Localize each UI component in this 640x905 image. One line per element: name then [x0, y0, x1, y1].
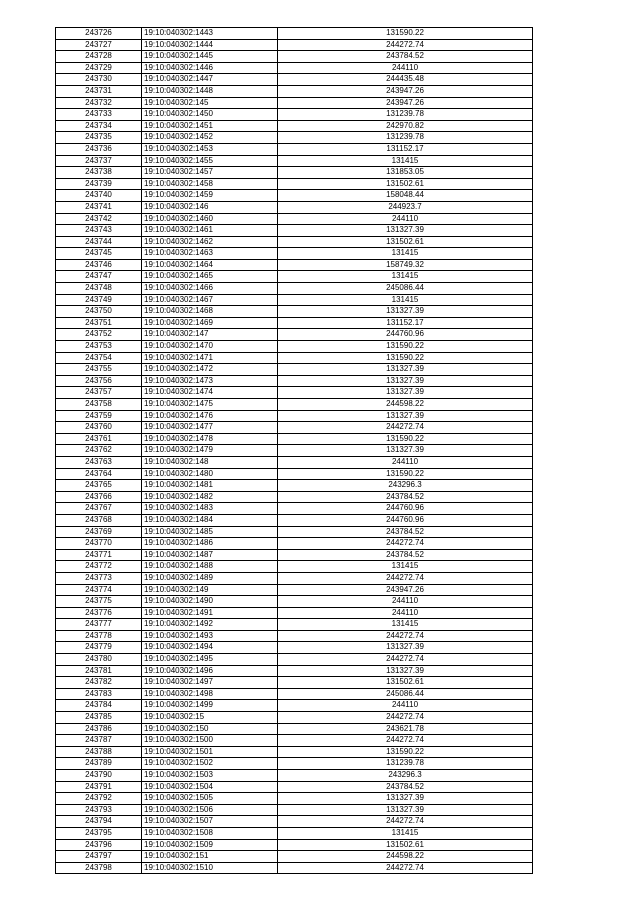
- table-row: [56, 155, 533, 167]
- table-row: [56, 109, 533, 121]
- cadastral-number-cell: 19:10:040302:1493: [142, 630, 278, 642]
- row-id-cell: 243765: [56, 480, 142, 492]
- value-cell: 131853.05: [278, 167, 533, 179]
- row-id-cell: 243757: [56, 387, 142, 399]
- table-row: [56, 851, 533, 863]
- table-row: [56, 630, 533, 642]
- cadastral-number-cell: 19:10:040302:1470: [142, 341, 278, 353]
- value-cell: 244110: [278, 596, 533, 608]
- value-cell: 131590.22: [278, 746, 533, 758]
- cadastral-number-cell: 19:10:040302:1455: [142, 155, 278, 167]
- table-row: [56, 317, 533, 329]
- value-cell: 244272.74: [278, 538, 533, 550]
- table-row: [56, 816, 533, 828]
- value-cell: 244272.74: [278, 654, 533, 666]
- row-id-cell: 243753: [56, 341, 142, 353]
- row-id-cell: 243735: [56, 132, 142, 144]
- table-row: [56, 364, 533, 376]
- value-cell: 131327.39: [278, 665, 533, 677]
- value-cell: 131327.39: [278, 306, 533, 318]
- row-id-cell: 243763: [56, 456, 142, 468]
- cadastral-number-cell: 19:10:040302:1485: [142, 526, 278, 538]
- cadastral-number-cell: 19:10:040302:1508: [142, 827, 278, 839]
- table-row: [56, 132, 533, 144]
- cadastral-number-cell: 19:10:040302:1496: [142, 665, 278, 677]
- value-cell: 243784.52: [278, 491, 533, 503]
- cadastral-number-cell: 19:10:040302:1483: [142, 503, 278, 515]
- table-row: [56, 827, 533, 839]
- table-row: [56, 781, 533, 793]
- value-cell: 131415: [278, 827, 533, 839]
- value-cell: 131239.78: [278, 109, 533, 121]
- table-row: [56, 712, 533, 724]
- table-row: [56, 97, 533, 109]
- row-id-cell: 243794: [56, 816, 142, 828]
- cadastral-number-cell: 19:10:040302:1486: [142, 538, 278, 550]
- table-row: [56, 213, 533, 225]
- value-cell: 245086.44: [278, 688, 533, 700]
- row-id-cell: 243769: [56, 526, 142, 538]
- value-cell: 131590.22: [278, 433, 533, 445]
- row-id-cell: 243740: [56, 190, 142, 202]
- value-cell: 131415: [278, 619, 533, 631]
- table-row: [56, 28, 533, 40]
- value-cell: 245086.44: [278, 283, 533, 295]
- cadastral-number-cell: 19:10:040302:1450: [142, 109, 278, 121]
- value-cell: 131502.61: [278, 677, 533, 689]
- table-row: [56, 283, 533, 295]
- cadastral-number-cell: 19:10:040302:147: [142, 329, 278, 341]
- row-id-cell: 243785: [56, 712, 142, 724]
- cadastral-number-cell: 19:10:040302:149: [142, 584, 278, 596]
- cadastral-number-cell: 19:10:040302:1457: [142, 167, 278, 179]
- table-row: [56, 190, 533, 202]
- cadastral-number-cell: 19:10:040302:1495: [142, 654, 278, 666]
- row-id-cell: 243766: [56, 491, 142, 503]
- value-cell: 131327.39: [278, 225, 533, 237]
- value-cell: 131415: [278, 294, 533, 306]
- table-row: [56, 74, 533, 86]
- row-id-cell: 243750: [56, 306, 142, 318]
- cadastral-number-cell: 19:10:040302:1497: [142, 677, 278, 689]
- cadastral-number-cell: 19:10:040302:1482: [142, 491, 278, 503]
- cadastral-number-cell: 19:10:040302:150: [142, 723, 278, 735]
- cadastral-number-cell: 19:10:040302:1509: [142, 839, 278, 851]
- table-row: [56, 793, 533, 805]
- table-row: [56, 236, 533, 248]
- row-id-cell: 243748: [56, 283, 142, 295]
- cadastral-number-cell: 19:10:040302:1466: [142, 283, 278, 295]
- row-id-cell: 243792: [56, 793, 142, 805]
- cadastral-number-cell: 19:10:040302:151: [142, 851, 278, 863]
- table-row: [56, 62, 533, 74]
- table-row: [56, 387, 533, 399]
- row-id-cell: 243726: [56, 28, 142, 40]
- cadastral-number-cell: 19:10:040302:1501: [142, 746, 278, 758]
- table-row: [56, 271, 533, 283]
- cadastral-number-cell: 19:10:040302:1453: [142, 143, 278, 155]
- cadastral-number-cell: 19:10:040302:1484: [142, 514, 278, 526]
- value-cell: 243784.52: [278, 781, 533, 793]
- value-cell: 131590.22: [278, 341, 533, 353]
- row-id-cell: 243736: [56, 143, 142, 155]
- table-row: [56, 433, 533, 445]
- value-cell: 243784.52: [278, 526, 533, 538]
- value-cell: 131327.39: [278, 387, 533, 399]
- value-cell: 158048.44: [278, 190, 533, 202]
- cadastral-number-cell: 19:10:040302:1477: [142, 422, 278, 434]
- cadastral-number-cell: 19:10:040302:1458: [142, 178, 278, 190]
- cadastral-number-cell: 19:10:040302:1472: [142, 364, 278, 376]
- table-row: [56, 596, 533, 608]
- row-id-cell: 243791: [56, 781, 142, 793]
- cadastral-number-cell: 19:10:040302:1503: [142, 770, 278, 782]
- table-row: [56, 85, 533, 97]
- cadastral-number-cell: 19:10:040302:1505: [142, 793, 278, 805]
- table-row: [56, 758, 533, 770]
- cadastral-number-cell: 19:10:040302:1478: [142, 433, 278, 445]
- row-id-cell: 243795: [56, 827, 142, 839]
- table-row: [56, 688, 533, 700]
- value-cell: 244272.74: [278, 422, 533, 434]
- row-id-cell: 243762: [56, 445, 142, 457]
- value-cell: 131327.39: [278, 642, 533, 654]
- value-cell: 243296.3: [278, 480, 533, 492]
- row-id-cell: 243783: [56, 688, 142, 700]
- row-id-cell: 243776: [56, 607, 142, 619]
- row-id-cell: 243771: [56, 549, 142, 561]
- value-cell: 244435.48: [278, 74, 533, 86]
- row-id-cell: 243738: [56, 167, 142, 179]
- row-id-cell: 243782: [56, 677, 142, 689]
- cadastral-number-cell: 19:10:040302:1465: [142, 271, 278, 283]
- table-row: [56, 538, 533, 550]
- table-row: [56, 607, 533, 619]
- value-cell: 242970.82: [278, 120, 533, 132]
- cadastral-number-cell: 19:10:040302:1460: [142, 213, 278, 225]
- cadastral-number-cell: 19:10:040302:15: [142, 712, 278, 724]
- cadastral-number-cell: 19:10:040302:1445: [142, 51, 278, 63]
- value-cell: 244272.74: [278, 735, 533, 747]
- table-row: [56, 167, 533, 179]
- value-cell: 244760.96: [278, 329, 533, 341]
- table-row: [56, 248, 533, 260]
- cadastral-number-cell: 19:10:040302:1499: [142, 700, 278, 712]
- cadastral-number-cell: 19:10:040302:1480: [142, 468, 278, 480]
- value-cell: 244272.74: [278, 862, 533, 874]
- table-row: [56, 839, 533, 851]
- row-id-cell: 243731: [56, 85, 142, 97]
- row-id-cell: 243786: [56, 723, 142, 735]
- data-table-body: [56, 28, 533, 874]
- row-id-cell: 243741: [56, 201, 142, 213]
- cadastral-number-cell: 19:10:040302:1475: [142, 399, 278, 411]
- value-cell: 243296.3: [278, 770, 533, 782]
- table-row: [56, 143, 533, 155]
- value-cell: 131327.39: [278, 804, 533, 816]
- table-row: [56, 746, 533, 758]
- row-id-cell: 243751: [56, 317, 142, 329]
- table-row: [56, 410, 533, 422]
- row-id-cell: 243770: [56, 538, 142, 550]
- cadastral-number-cell: 19:10:040302:1489: [142, 572, 278, 584]
- row-id-cell: 243773: [56, 572, 142, 584]
- row-id-cell: 243742: [56, 213, 142, 225]
- row-id-cell: 243758: [56, 399, 142, 411]
- cadastral-number-cell: 19:10:040302:1506: [142, 804, 278, 816]
- table-row: [56, 804, 533, 816]
- row-id-cell: 243733: [56, 109, 142, 121]
- value-cell: 131502.61: [278, 236, 533, 248]
- table-row: [56, 445, 533, 457]
- value-cell: 131590.22: [278, 468, 533, 480]
- table-row: [56, 584, 533, 596]
- row-id-cell: 243779: [56, 642, 142, 654]
- value-cell: 131590.22: [278, 28, 533, 40]
- row-id-cell: 243780: [56, 654, 142, 666]
- table-row: [56, 375, 533, 387]
- value-cell: 131327.39: [278, 375, 533, 387]
- row-id-cell: 243728: [56, 51, 142, 63]
- value-cell: 131415: [278, 248, 533, 260]
- cadastral-number-cell: 19:10:040302:148: [142, 456, 278, 468]
- value-cell: 243784.52: [278, 549, 533, 561]
- cadastral-number-cell: 19:10:040302:1476: [142, 410, 278, 422]
- value-cell: 244760.96: [278, 503, 533, 515]
- value-cell: 131152.17: [278, 143, 533, 155]
- table-row: [56, 306, 533, 318]
- row-id-cell: 243772: [56, 561, 142, 573]
- cadastral-number-cell: 19:10:040302:1471: [142, 352, 278, 364]
- table-row: [56, 178, 533, 190]
- value-cell: 131415: [278, 271, 533, 283]
- value-cell: 131502.61: [278, 178, 533, 190]
- table-row: [56, 201, 533, 213]
- table-row: [56, 735, 533, 747]
- cadastral-number-cell: 19:10:040302:1462: [142, 236, 278, 248]
- row-id-cell: 243744: [56, 236, 142, 248]
- cadastral-number-cell: 19:10:040302:1473: [142, 375, 278, 387]
- row-id-cell: 243756: [56, 375, 142, 387]
- row-id-cell: 243775: [56, 596, 142, 608]
- table-row: [56, 514, 533, 526]
- cadastral-number-cell: 19:10:040302:145: [142, 97, 278, 109]
- value-cell: 131152.17: [278, 317, 533, 329]
- value-cell: 131502.61: [278, 839, 533, 851]
- table-row: [56, 677, 533, 689]
- cadastral-number-cell: 19:10:040302:1469: [142, 317, 278, 329]
- cadastral-number-cell: 19:10:040302:1461: [142, 225, 278, 237]
- cadastral-number-cell: 19:10:040302:1498: [142, 688, 278, 700]
- row-id-cell: 243737: [56, 155, 142, 167]
- data-table: [55, 27, 533, 874]
- cadastral-number-cell: 19:10:040302:1502: [142, 758, 278, 770]
- row-id-cell: 243755: [56, 364, 142, 376]
- table-row: [56, 456, 533, 468]
- cadastral-number-cell: 19:10:040302:1494: [142, 642, 278, 654]
- value-cell: 244272.74: [278, 712, 533, 724]
- table-row: [56, 422, 533, 434]
- table-row: [56, 642, 533, 654]
- value-cell: 244110: [278, 213, 533, 225]
- row-id-cell: 243778: [56, 630, 142, 642]
- cadastral-number-cell: 19:10:040302:1447: [142, 74, 278, 86]
- value-cell: 244272.74: [278, 39, 533, 51]
- row-id-cell: 243754: [56, 352, 142, 364]
- row-id-cell: 243768: [56, 514, 142, 526]
- table-row: [56, 51, 533, 63]
- value-cell: 243947.26: [278, 97, 533, 109]
- row-id-cell: 243759: [56, 410, 142, 422]
- cadastral-number-cell: 19:10:040302:1504: [142, 781, 278, 793]
- table-row: [56, 770, 533, 782]
- table-row: [56, 549, 533, 561]
- cadastral-number-cell: 19:10:040302:1481: [142, 480, 278, 492]
- value-cell: 243947.26: [278, 85, 533, 97]
- cadastral-number-cell: 19:10:040302:1459: [142, 190, 278, 202]
- table-row: [56, 862, 533, 874]
- cadastral-number-cell: 19:10:040302:1463: [142, 248, 278, 260]
- value-cell: 158749.32: [278, 259, 533, 271]
- value-cell: 131415: [278, 561, 533, 573]
- value-cell: 131239.78: [278, 758, 533, 770]
- row-id-cell: 243790: [56, 770, 142, 782]
- cadastral-number-cell: 19:10:040302:1510: [142, 862, 278, 874]
- cadastral-number-cell: 19:10:040302:1500: [142, 735, 278, 747]
- value-cell: 244272.74: [278, 572, 533, 584]
- cadastral-number-cell: 19:10:040302:1467: [142, 294, 278, 306]
- row-id-cell: 243767: [56, 503, 142, 515]
- row-id-cell: 243793: [56, 804, 142, 816]
- row-id-cell: 243732: [56, 97, 142, 109]
- row-id-cell: 243749: [56, 294, 142, 306]
- cadastral-number-cell: 19:10:040302:1448: [142, 85, 278, 97]
- table-row: [56, 561, 533, 573]
- value-cell: 131327.39: [278, 410, 533, 422]
- cadastral-number-cell: 19:10:040302:1479: [142, 445, 278, 457]
- value-cell: 131239.78: [278, 132, 533, 144]
- table-row: [56, 480, 533, 492]
- cadastral-number-cell: 19:10:040302:1474: [142, 387, 278, 399]
- value-cell: 131327.39: [278, 793, 533, 805]
- row-id-cell: 243747: [56, 271, 142, 283]
- cadastral-number-cell: 19:10:040302:1507: [142, 816, 278, 828]
- cadastral-number-cell: 19:10:040302:1468: [142, 306, 278, 318]
- row-id-cell: 243730: [56, 74, 142, 86]
- value-cell: 131327.39: [278, 445, 533, 457]
- value-cell: 244598.22: [278, 399, 533, 411]
- row-id-cell: 243739: [56, 178, 142, 190]
- table-row: [56, 399, 533, 411]
- value-cell: 131327.39: [278, 364, 533, 376]
- cadastral-number-cell: 19:10:040302:1451: [142, 120, 278, 132]
- value-cell: 244110: [278, 607, 533, 619]
- table-row: [56, 259, 533, 271]
- value-cell: 244110: [278, 62, 533, 74]
- row-id-cell: 243796: [56, 839, 142, 851]
- table-row: [56, 654, 533, 666]
- table-row: [56, 723, 533, 735]
- table-row: [56, 503, 533, 515]
- table-row: [56, 619, 533, 631]
- value-cell: 244110: [278, 700, 533, 712]
- row-id-cell: 243734: [56, 120, 142, 132]
- table-row: [56, 39, 533, 51]
- cadastral-number-cell: 19:10:040302:1488: [142, 561, 278, 573]
- cadastral-number-cell: 19:10:040302:1487: [142, 549, 278, 561]
- value-cell: 131415: [278, 155, 533, 167]
- table-row: [56, 491, 533, 503]
- row-id-cell: 243797: [56, 851, 142, 863]
- row-id-cell: 243789: [56, 758, 142, 770]
- row-id-cell: 243743: [56, 225, 142, 237]
- table-row: [56, 341, 533, 353]
- row-id-cell: 243788: [56, 746, 142, 758]
- value-cell: 243784.52: [278, 51, 533, 63]
- table-row: [56, 352, 533, 364]
- row-id-cell: 243729: [56, 62, 142, 74]
- table-row: [56, 225, 533, 237]
- table-row: [56, 468, 533, 480]
- table-row: [56, 665, 533, 677]
- value-cell: 244272.74: [278, 816, 533, 828]
- value-cell: 244923.7: [278, 201, 533, 213]
- row-id-cell: 243727: [56, 39, 142, 51]
- table-row: [56, 294, 533, 306]
- row-id-cell: 243760: [56, 422, 142, 434]
- row-id-cell: 243745: [56, 248, 142, 260]
- cadastral-number-cell: 19:10:040302:1492: [142, 619, 278, 631]
- row-id-cell: 243777: [56, 619, 142, 631]
- row-id-cell: 243746: [56, 259, 142, 271]
- row-id-cell: 243774: [56, 584, 142, 596]
- table-row: [56, 120, 533, 132]
- row-id-cell: 243798: [56, 862, 142, 874]
- value-cell: 244598.22: [278, 851, 533, 863]
- table-row: [56, 526, 533, 538]
- cadastral-number-cell: 19:10:040302:1452: [142, 132, 278, 144]
- cadastral-number-cell: 19:10:040302:1464: [142, 259, 278, 271]
- value-cell: 244110: [278, 456, 533, 468]
- table-row: [56, 329, 533, 341]
- value-cell: 243621.78: [278, 723, 533, 735]
- value-cell: 131590.22: [278, 352, 533, 364]
- cadastral-number-cell: 19:10:040302:1446: [142, 62, 278, 74]
- value-cell: 243947.26: [278, 584, 533, 596]
- row-id-cell: 243784: [56, 700, 142, 712]
- cadastral-number-cell: 19:10:040302:1443: [142, 28, 278, 40]
- cadastral-number-cell: 19:10:040302:146: [142, 201, 278, 213]
- row-id-cell: 243787: [56, 735, 142, 747]
- row-id-cell: 243764: [56, 468, 142, 480]
- cadastral-number-cell: 19:10:040302:1444: [142, 39, 278, 51]
- value-cell: 244760.96: [278, 514, 533, 526]
- row-id-cell: 243752: [56, 329, 142, 341]
- table-row: [56, 700, 533, 712]
- row-id-cell: 243781: [56, 665, 142, 677]
- table-row: [56, 572, 533, 584]
- value-cell: 244272.74: [278, 630, 533, 642]
- cadastral-number-cell: 19:10:040302:1491: [142, 607, 278, 619]
- row-id-cell: 243761: [56, 433, 142, 445]
- cadastral-number-cell: 19:10:040302:1490: [142, 596, 278, 608]
